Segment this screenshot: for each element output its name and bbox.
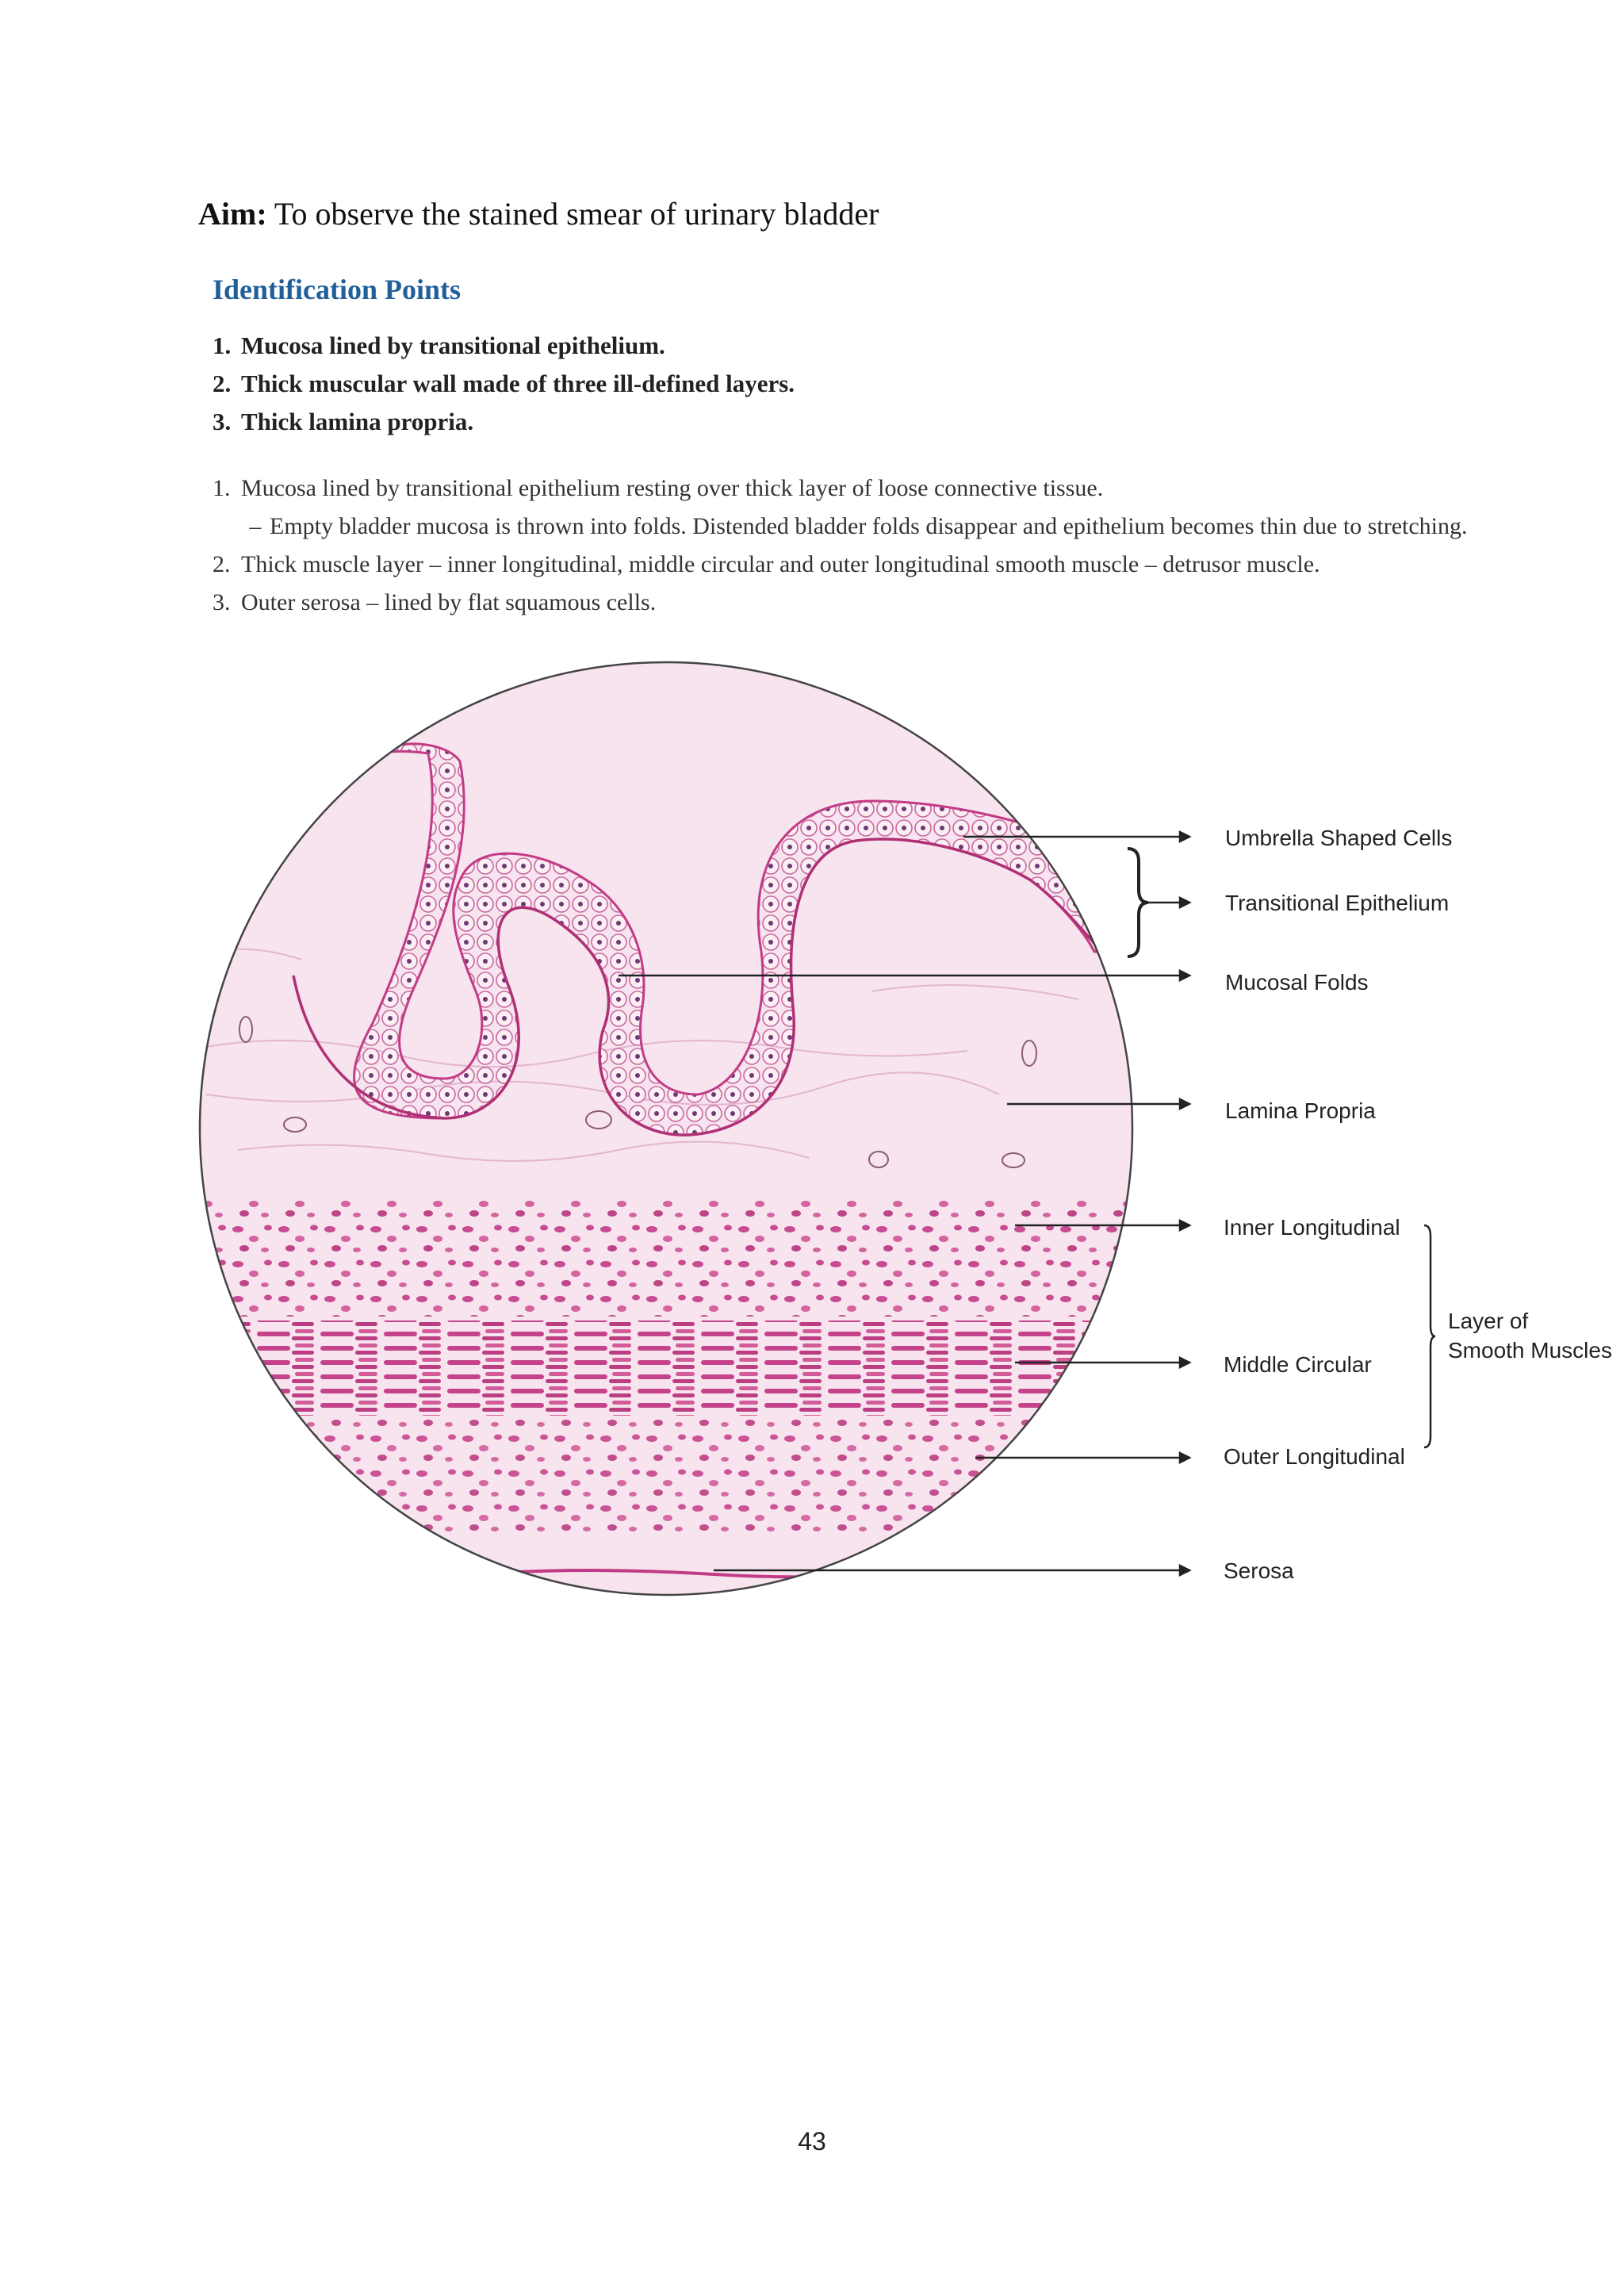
tissue-section bbox=[190, 658, 1142, 1610]
identification-point bbox=[213, 403, 795, 441]
serosa-layer bbox=[476, 1566, 952, 1577]
point-text: Thick lamina propria. bbox=[241, 408, 474, 435]
description-number: 2. bbox=[213, 551, 231, 577]
inner-longitudinal-muscle bbox=[190, 1198, 1142, 1317]
point-number: 3. bbox=[213, 408, 232, 435]
blood-vessels bbox=[239, 1017, 1036, 1167]
point-number: 1. bbox=[213, 332, 232, 359]
description-item bbox=[213, 584, 1468, 622]
point-number: 2. bbox=[213, 370, 232, 397]
page-number: 43 bbox=[798, 2127, 826, 2156]
leader-lines bbox=[619, 832, 1189, 1575]
muscle-layer-brace bbox=[1424, 1225, 1435, 1447]
identification-heading: Identification Points bbox=[213, 274, 462, 305]
label-middle-circular: Middle Circular bbox=[1224, 1352, 1372, 1377]
label-inner-longitudinal: Inner Longitudinal bbox=[1224, 1215, 1400, 1240]
label-serosa: Serosa bbox=[1224, 1558, 1294, 1583]
transitional-epithelium bbox=[333, 744, 1110, 1135]
description-number: 1. bbox=[213, 475, 231, 501]
description-item bbox=[213, 470, 1468, 508]
point-text: Thick muscular wall made of three ill-defined layers. bbox=[241, 370, 795, 397]
basement-membrane bbox=[293, 839, 1102, 1135]
identification-point bbox=[213, 365, 795, 403]
description-text: Outer serosa – lined by flat squamous cells. bbox=[241, 589, 657, 615]
label-transitional-epithelium: Transitional Epithelium bbox=[1225, 891, 1450, 915]
middle-circular-muscle bbox=[190, 1320, 1142, 1416]
point-text: Mucosa lined by transitional epithelium. bbox=[241, 332, 665, 359]
identification-point bbox=[213, 327, 795, 365]
label-layer-of: Layer of bbox=[1448, 1309, 1529, 1333]
identification-points bbox=[213, 327, 795, 441]
description-item bbox=[213, 546, 1468, 584]
label-mucosal-folds: Mucosal Folds bbox=[1225, 970, 1369, 995]
description-text: Thick muscle layer – inner longitudinal, middle circular and outer longitudinal smooth muscle – detrusor muscle. bbox=[241, 551, 1320, 577]
outer-longitudinal-muscle bbox=[190, 1420, 1142, 1539]
label-umbrella-cells: Umbrella Shaped Cells bbox=[1225, 826, 1453, 850]
lamina-propria-fibers bbox=[206, 949, 1078, 1161]
aim-label: Aim: bbox=[198, 196, 267, 232]
description-list bbox=[213, 470, 1468, 622]
aim-line bbox=[198, 195, 879, 232]
microscope-field-circle bbox=[200, 662, 1132, 1595]
label-outer-longitudinal: Outer Longitudinal bbox=[1224, 1444, 1405, 1469]
label-lamina-propria: Lamina Propria bbox=[1225, 1098, 1376, 1123]
label-smooth-muscles: Smooth Muscles bbox=[1448, 1338, 1612, 1363]
description-text: Mucosa lined by transitional epithelium resting over thick layer of loose connective tissue. bbox=[241, 475, 1104, 501]
description-number: 3. bbox=[213, 589, 231, 615]
epithelium-brace bbox=[1128, 849, 1148, 956]
description-dash: – bbox=[249, 513, 262, 539]
aim-text: To observe the stained smear of urinary bladder bbox=[266, 196, 879, 232]
description-text: Empty bladder mucosa is thrown into folds. Distended bladder folds disappear and epithelium becomes thin due to stretching. bbox=[270, 513, 1468, 539]
description-subitem bbox=[213, 508, 1468, 546]
